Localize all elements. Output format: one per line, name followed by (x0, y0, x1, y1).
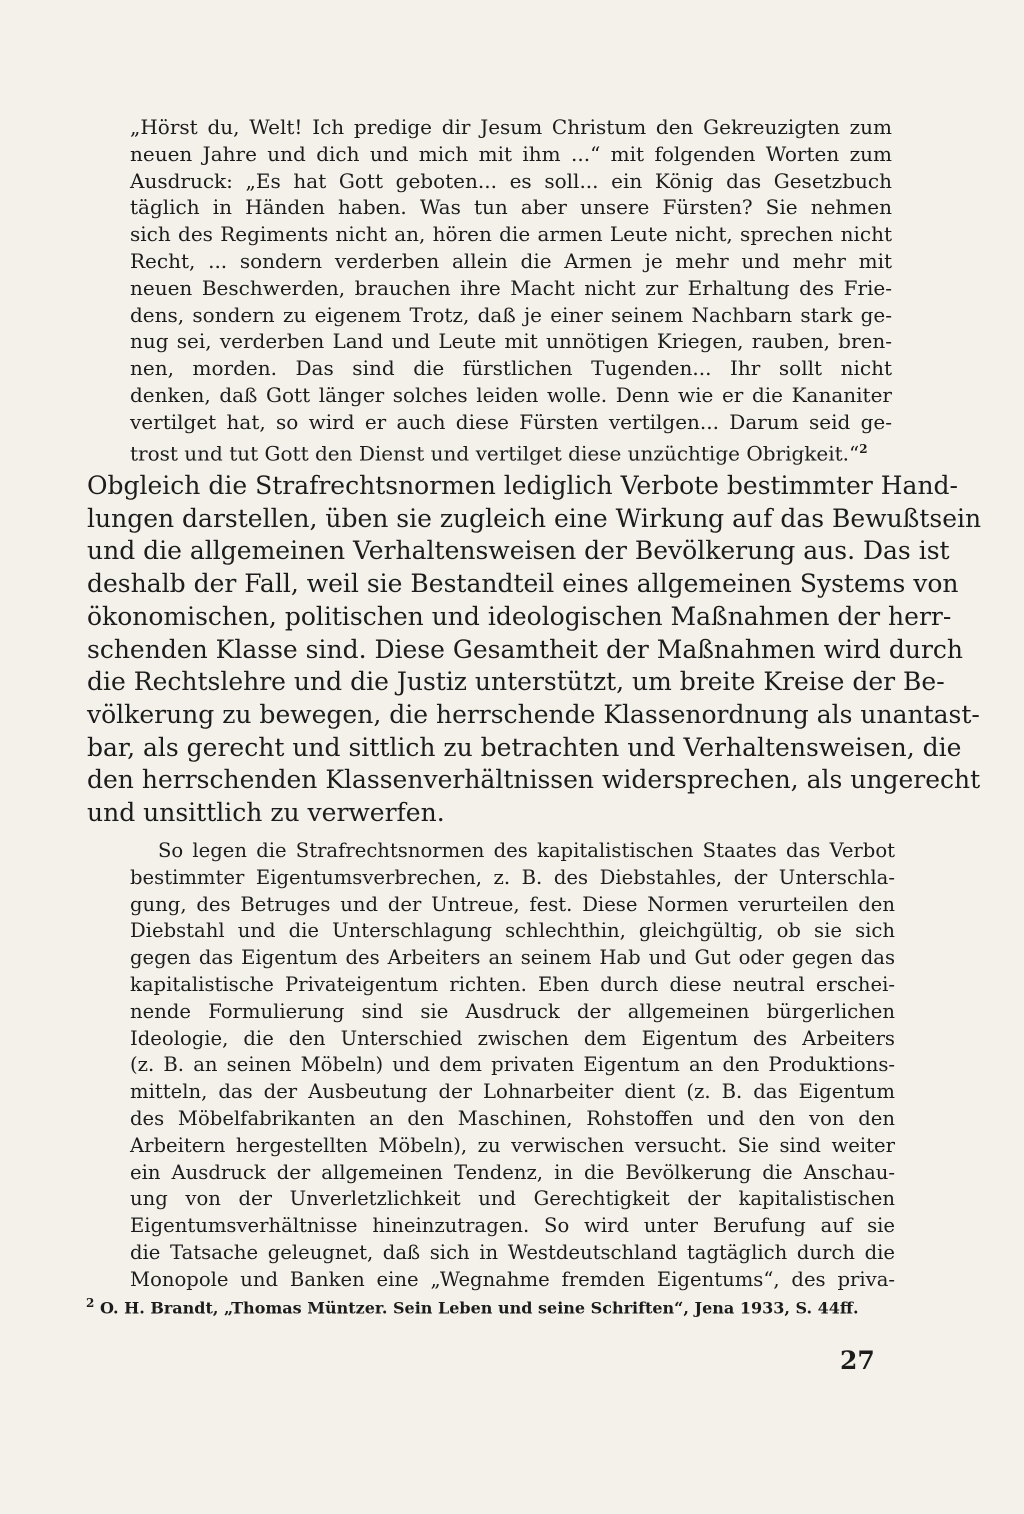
quote-line: nug sei, verderben Land und Leute mit unnötigen Kriegen, rauben, bren- (130, 329, 892, 354)
example-line: gegen das Eigentum des Arbeiters an seinem Hab und Gut oder gegen das (130, 946, 895, 970)
body-line: und unsittlich zu verwerfen. (87, 798, 445, 828)
body-paragraph (87, 470, 982, 830)
quote-line: neuen Beschwerden, brauchen ihre Macht nicht zur Erhaltung des Frie- (130, 275, 892, 300)
quote-line: Ausdruck: „Es hat Gott geboten... es soll... ein König das Gesetzbuch (130, 168, 892, 193)
quote-line: sich des Regiments nicht an, hören die armen Leute nicht, sprechen nicht (130, 222, 892, 247)
body-line: Obgleich die Strafrechtsnormen lediglich Verbote bestimmter Hand- (87, 471, 958, 500)
example-line: Ideologie, die den Unterschied zwischen dem Eigentum des Arbeiters (130, 1026, 895, 1050)
page-number: 27 (840, 1346, 875, 1375)
body-line: deshalb der Fall, weil sie Bestandteil eines allgemeinen Systems von (87, 569, 959, 599)
example-line: die Tatsache geleugnet, daß sich in Westdeutschland tagtäglich durch die (130, 1240, 895, 1264)
quote-line: Recht, ... sondern verderben allein die Armen je mehr und mehr mit (130, 248, 892, 273)
footnote (86, 1296, 866, 1317)
example-line: Diebstahl und die Unterschlagung schlechthin, gleichgültig, ob sie sich (130, 919, 895, 943)
example-line: ein Ausdruck der allgemeinen Tendenz, in die Bevölkerung die Anschau- (130, 1160, 895, 1184)
body-line: die Rechtslehre und die Justiz unterstützt, um breite Kreise der Be- (87, 667, 945, 697)
body-line: schenden Klasse sind. Diese Gesamtheit der Maßnahmen wird durch (87, 634, 964, 664)
body-line: ökonomischen, politischen und ideologischen Maßnahmen der herr- (87, 601, 952, 631)
example-line: nende Formulierung sind sie Ausdruck der allgemeinen bürgerlichen (130, 999, 895, 1023)
body-line: bar, als gerecht und sittlich zu betrachten und Verhaltensweisen, die (87, 732, 962, 762)
quote-line-last (130, 436, 892, 467)
quote-line: dens, sondern zu eigenem Trotz, daß je einer seinem Nachbarn stark ge- (130, 302, 892, 327)
example-line: mitteln, das der Ausbeutung der Lohnarbeiter dient (z. B. das Eigentum (130, 1080, 895, 1104)
quote-line-text: trost und tut Gott den Dienst und vertilget diese unzüchtige Obrigkeit.“ (130, 441, 860, 466)
quote-line: täglich in Händen haben. Was tun aber unsere Fürsten? Sie nehmen (130, 195, 892, 220)
example-line: Monopole und Banken eine „Wegnahme fremden Eigentums“, des priva- (130, 1267, 895, 1291)
quote-line: „Hörst du, Welt! Ich predige dir Jesum Christum den Gekreuzigten zum (130, 115, 892, 139)
quotation-block (130, 114, 892, 467)
body-line: völkerung zu bewegen, die herrschende Klassenordnung als unantast- (87, 699, 980, 729)
example-line: Arbeitern hergestellten Möbeln), zu verwischen versucht. Sie sind weiter (130, 1133, 895, 1157)
example-line: (z. B. an seinen Möbeln) und dem privaten Eigentum an den Produktions- (130, 1053, 895, 1077)
example-line: ung von der Unverletzlichkeit und Gerechtigkeit der kapitalistischen (130, 1187, 895, 1211)
body-line: lungen darstellen, üben sie zugleich eine Wirkung auf das Bewußtsein (87, 503, 982, 533)
footnote-reference: 2 (859, 441, 868, 456)
example-paragraph (130, 838, 895, 1294)
quote-line: nen, morden. Das sind die fürstlichen Tugenden... Ihr sollt nicht (130, 356, 892, 381)
example-line: bestimmter Eigentumsverbrechen, z. B. des Diebstahles, der Unterschla- (130, 865, 895, 889)
quote-line: vertilget hat, so wird er auch diese Fürsten vertilgen... Darum seid ge- (130, 409, 892, 434)
footnote-marker: 2 (86, 1296, 95, 1310)
body-line: und die allgemeinen Verhaltensweisen der Bevölkerung aus. Das ist (87, 536, 950, 566)
body-line: den herrschenden Klassenverhältnissen widersprechen, als ungerecht (87, 765, 981, 795)
example-line: gung, des Betruges und der Untreue, fest. Diese Normen verurteilen den (130, 892, 895, 916)
footnote-text: O. H. Brandt, „Thomas Müntzer. Sein Leben und seine Schriften“, Jena 1933, S. 44ff. (99, 1298, 859, 1318)
quote-line: denken, daß Gott länger solches leiden wolle. Denn wie er die Kananiter (130, 382, 892, 407)
example-line: kapitalistische Privateigentum richten. Eben durch diese neutral erschei- (130, 972, 895, 996)
example-line: des Möbelfabrikanten an den Maschinen, Rohstoffen und den von den (130, 1106, 895, 1130)
example-line: So legen die Strafrechtsnormen des kapitalistischen Staates das Verbot (158, 839, 895, 862)
example-line: Eigentumsverhältnisse hineinzutragen. So wird unter Berufung auf sie (130, 1214, 895, 1238)
quote-line: neuen Jahre und dich und mich mit ihm ...“ mit folgenden Worten zum (130, 141, 892, 166)
